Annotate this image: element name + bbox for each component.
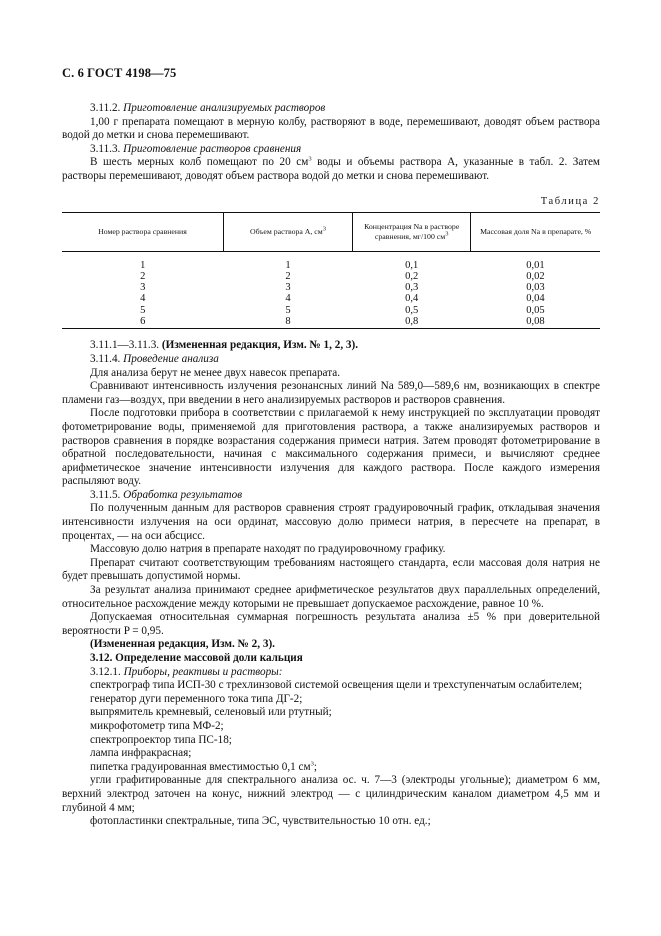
paragraph: 1,00 г препарата помещают в мерную колбу, растворяют в воде, перемешивают, доводят объем раствора водой до метки и снова перемешивают.: [62, 115, 600, 142]
edit-note: (Измененная редакция, Изм. № 2, 3).: [90, 638, 275, 651]
section-number: 3.12.1.: [90, 665, 121, 678]
section-3-11-3: [62, 143, 600, 157]
page-header: С. 6 ГОСТ 4198—75: [62, 66, 177, 80]
list-item: спектрограф типа ИСП-30 с трехлинзовой системой освещения щели и трехступенчатым ослабителем;: [90, 679, 583, 692]
section-3-12-title: 3.12. Определение массовой доли кальция: [90, 652, 303, 664]
list-item: фотопластинки спектральные, типа ЭС, чувствительностью 10 отн. ед.;: [90, 815, 431, 828]
table-row: 5 5 0,5 0,05: [140, 304, 545, 316]
section-number: 3.11.5.: [90, 488, 121, 501]
list-item: микрофотометр типа МФ-2;: [90, 719, 224, 732]
paragraph: Сравнивают интенсивность излучения резонансных линий Na 589,0—589,6 нм, возникающих в спектре пламени газ—воздух, при введении в него анализируемых растворов и растворов сравнения.: [62, 380, 600, 406]
section-3-11-2: [62, 102, 600, 116]
table-header-cell: Объем раствора А, $см^3$: [223, 212, 352, 251]
table-header-cell: Номер раствора сравнения: [62, 212, 223, 251]
paragraph: Препарат считают соответствующим требованиям настоящего стандарта, если массовая доля натрия не будет превышать допустимой нормы.: [62, 556, 600, 583]
section-3-11-4: [62, 353, 600, 367]
section-title: Проведение анализа: [123, 352, 219, 365]
section-number: 3.11.3.: [90, 142, 121, 155]
list-item: пипетка градуированная вместимостью 0,1 $см^3$;: [90, 760, 317, 773]
paragraph: По полученным данным для растворов сравнения строят градуировочный график, откладывая значения интенсивности излучения на оси ординат, массовую долю примеси натрия, в пересчете на препарат, в процентах, — на оси абсцисс.: [62, 502, 600, 542]
table-header-cell: Концентрация Na в растворе сравнения, мг/100 $см^3$: [353, 212, 471, 251]
section-title: Приготовление анализируемых растворов: [123, 102, 326, 114]
section-number: 3.11.2.: [90, 102, 121, 114]
table-row: 2 2 0,2 0,02: [140, 270, 545, 282]
section-title: Приборы, реактивы и растворы:: [123, 665, 283, 678]
table-row: 3 3 0,3 0,03: [140, 282, 545, 294]
list-item: угли графитированные для спектрального анализа ос. ч. 7—3 (электроды угольные); диаметром 6 мм, верхний электрод заточен на конус, нижний электрод — с цилиндрическим каналом диаметром 4,5 мм и глубиной 4 мм;: [62, 774, 600, 814]
paragraph: После подготовки прибора в соответствии с прилагаемой к нему инструкцией по эксплуатации проводят фотометрирование воды, применяемой для приготовления раствора, а также анализируемых растворов и растворов сравнения в порядке возрастания содержания примеси натрия. Затем проводят фотометрирование в обратной последовательности, начиная с максимального содержания примеси, и вычисляют среднее арифметическое значение интенсивности излучения для каждого раствора. После каждого измерения распыляют воду.: [62, 407, 600, 488]
paragraph: Для анализа берут не менее двух навесок препарата.: [90, 366, 341, 379]
edit-note: 3.11.1—3.11.3. (Измененная редакция, Изм. № 1, 2, 3).: [90, 339, 359, 352]
list-item: генератор дуги переменного тока типа ДГ-2;: [90, 692, 303, 705]
table-row: 1 1 0,1 0,01: [140, 259, 545, 271]
table-row: 6 8 0,8 0,08: [62, 316, 600, 329]
section-number: 3.11.4.: [90, 352, 121, 365]
table-row: 4 4 0,4 0,04: [140, 293, 545, 305]
section-3-11-5: [62, 489, 600, 503]
table-header-cell: Массовая доля Na в препарате, %: [471, 212, 600, 251]
paragraph: За результат анализа принимают среднее арифметическое результатов двух параллельных определений, относительное расхождение между которыми не превышает допускаемое расхождение, равное 10 %.: [62, 584, 600, 610]
table-2: [62, 212, 600, 330]
section-title: Приготовление растворов сравнения: [123, 142, 302, 155]
paragraph: Допускаемая относительная суммарная погрешность результата анализа ±5 % при доверительной вероятности P = 0,95.: [62, 611, 600, 637]
list-item: спектропроектор типа ПС-18;: [90, 733, 232, 746]
list-item: выпрямитель кремневый, селеновый или ртутный;: [90, 706, 332, 719]
paragraph: Массовую долю натрия в препарате находят по градуировочному графику.: [90, 543, 446, 556]
section-3-12-1: [62, 666, 600, 680]
document-page: [62, 66, 600, 829]
table-caption: Таблица 2: [540, 195, 600, 207]
paragraph: В шесть мерных колб помещают по 20 $см^3$ воды и объемы раствора А, указанные в табл. 2. Затем растворы перемешивают, доводят объем раствора водой до метки и снова перемешивают.: [62, 155, 600, 182]
section-title: Обработка результатов: [123, 488, 243, 501]
list-item: лампа инфракрасная;: [90, 747, 192, 760]
